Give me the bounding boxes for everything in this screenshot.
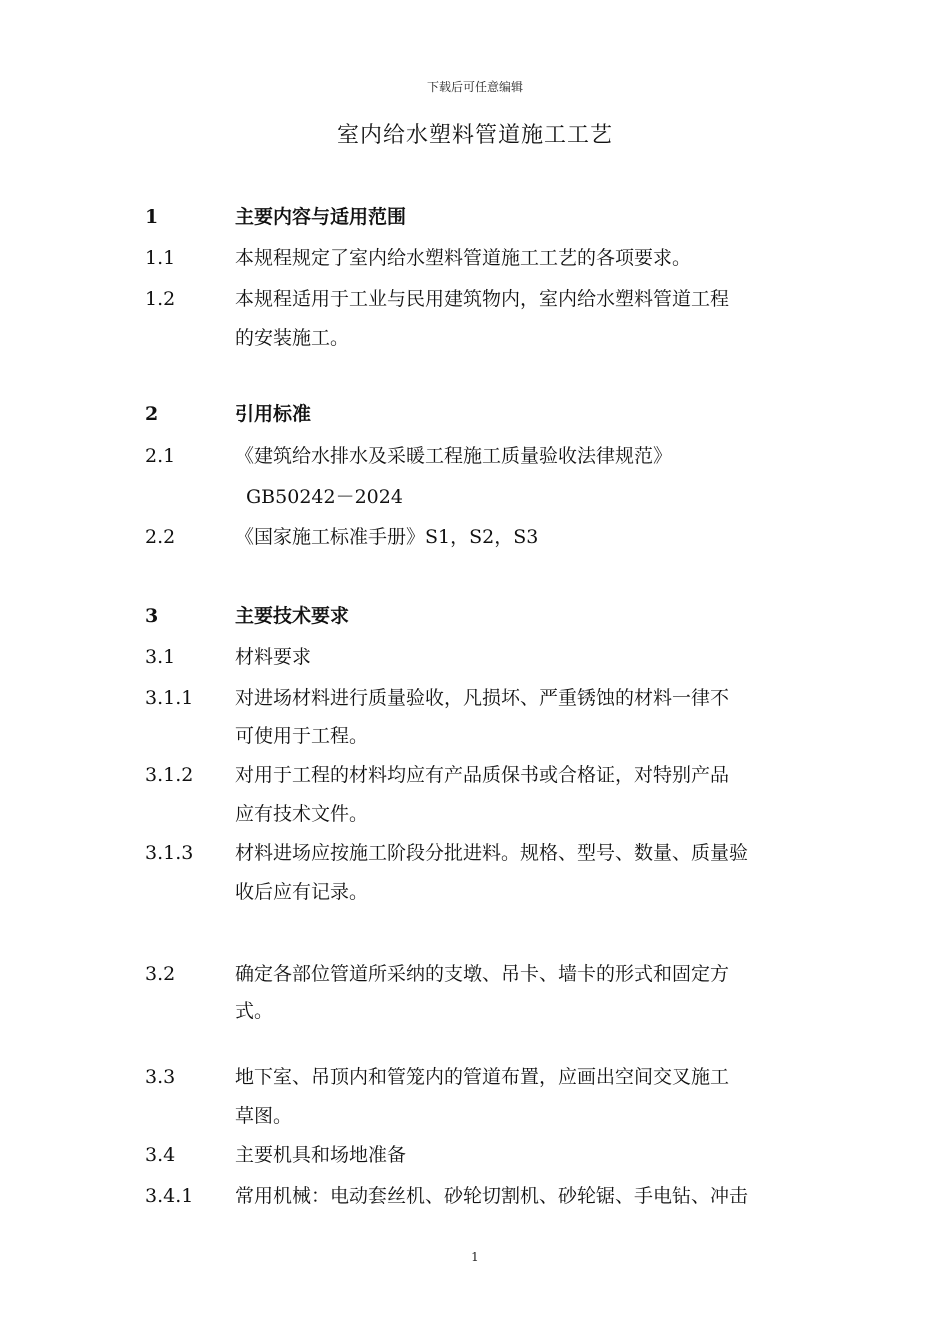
clause-1-2-continued: [0, 322, 950, 354]
clause-number: 3.2: [145, 963, 176, 985]
clause-text: 对进场材料进行质量验收，凡损坏、严重锈蚀的材料一律不: [235, 687, 730, 709]
clause-text: 《建筑给水排水及采暖工程施工质量验收法律规范》: [235, 445, 673, 467]
clause-text: 材料要求: [235, 646, 312, 668]
clause-number: 1.1: [145, 247, 176, 269]
section-number: 3: [145, 605, 159, 627]
section-number: 1: [145, 206, 159, 228]
clause-number: 3.1.1: [145, 687, 194, 709]
page-number: 1: [471, 1250, 479, 1264]
clause-text: 主要机具和场地准备: [235, 1144, 407, 1166]
section-heading: 主要技术要求: [235, 605, 350, 627]
clause-1-1: [0, 242, 950, 274]
clause-number: 3.3: [145, 1066, 176, 1088]
section-heading: 主要内容与适用范围: [235, 206, 407, 228]
clause-text: 草图。: [235, 1105, 293, 1127]
clause-text: 常用机械：电动套丝机、砂轮切割机、砂轮锯、手电钻、冲击: [235, 1185, 749, 1207]
clause-3-1-2: [0, 759, 950, 791]
clause-text: 地下室、吊顶内和管笼内的管道布置，应画出空间交叉施工: [235, 1066, 730, 1088]
section-2-heading-row: [0, 398, 950, 430]
clause-3-2: [0, 958, 950, 990]
clause-3-3: [0, 1061, 950, 1093]
clause-number: 1.2: [145, 288, 176, 310]
clause-number: 3.1.3: [145, 842, 194, 864]
clause-text: 对用于工程的材料均应有产品质保书或合格证，对特别产品: [235, 764, 730, 786]
clause-text: 应有技术文件。: [235, 803, 369, 825]
clause-3-1-2-continued: [0, 798, 950, 830]
clause-3-4-1: [0, 1180, 950, 1212]
clause-text: 本规程规定了室内给水塑料管道施工工艺的各项要求。: [235, 247, 692, 269]
clause-text: 本规程适用于工业与民用建筑物内，室内给水塑料管道工程: [235, 288, 730, 310]
clause-3-1-3-continued: [0, 876, 950, 908]
clause-number: 2.2: [145, 526, 176, 548]
clause-text: 确定各部位管道所采纳的支墩、吊卡、墙卡的形式和固定方: [235, 963, 730, 985]
clause-3-1-3: [0, 837, 950, 869]
clause-3-4: [0, 1139, 950, 1171]
clause-3-1: [0, 641, 950, 673]
clause-number: 3.4: [145, 1144, 176, 1166]
clause-text: 式。: [235, 1000, 274, 1022]
section-1-heading-row: [0, 201, 950, 233]
section-number: 2: [145, 403, 159, 425]
clause-number: 3.1: [145, 646, 176, 668]
section-heading: 引用标准: [235, 403, 312, 425]
clause-2-1: [0, 440, 950, 472]
clause-text: 《国家施工标准手册》S1，S2，S3: [235, 526, 539, 548]
clause-number: 3.1.2: [145, 764, 194, 786]
clause-3-1-1-continued: [0, 720, 950, 752]
section-3-heading-row: [0, 600, 950, 632]
clause-text: 的安装施工。: [235, 327, 350, 349]
clause-number: 3.4.1: [145, 1185, 194, 1207]
clause-3-2-continued: [0, 995, 950, 1027]
clause-3-1-1: [0, 682, 950, 714]
standard-code: GB50242－2024: [246, 486, 403, 508]
clause-text: 可使用于工程。: [235, 725, 369, 747]
clause-number: 2.1: [145, 445, 176, 467]
clause-text: 收后应有记录。: [235, 881, 369, 903]
clause-1-2: [0, 283, 950, 315]
page-header: 下载后可任意编辑: [426, 80, 523, 94]
clause-2-2: [0, 521, 950, 553]
clause-2-1-continued: [0, 481, 950, 513]
clause-text: 材料进场应按施工阶段分批进料。规格、型号、数量、质量验: [235, 842, 749, 864]
clause-3-3-continued: [0, 1100, 950, 1132]
document-title: 室内给水塑料管道施工工艺: [336, 123, 613, 148]
